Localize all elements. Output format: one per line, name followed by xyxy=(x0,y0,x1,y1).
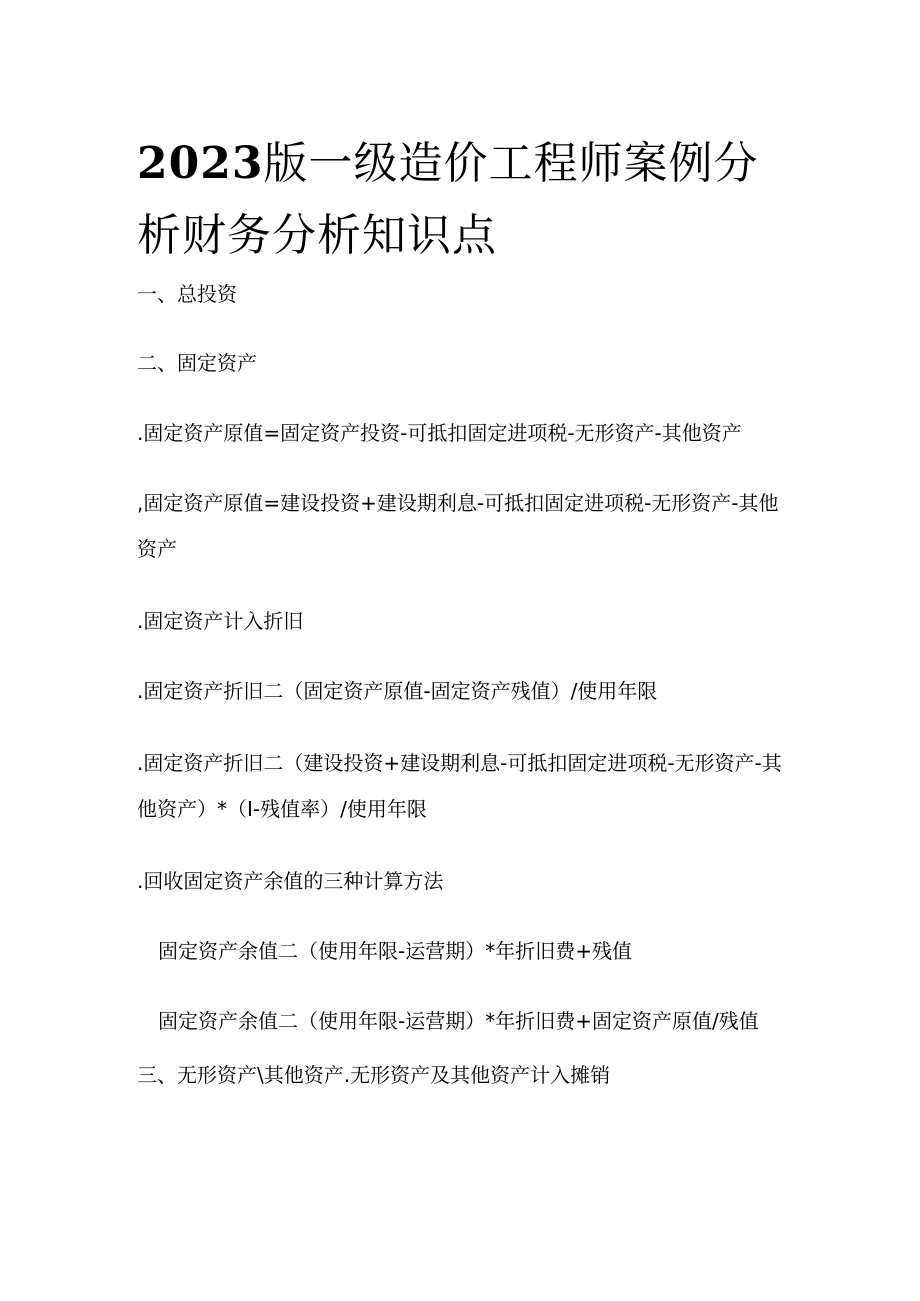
formula-residual-2: 固定资产余值二（使用年限-运营期）*年折旧费+固定资产原值/残值 xyxy=(158,1009,759,1033)
formula-original-value-2: ,固定资产原值=建设投资+建设期利息-可抵扣固定进项税-无形资产-其他资产 xyxy=(137,491,779,561)
heading-fixed-assets: 二、固定资产 xyxy=(137,351,257,375)
formula-original-value-1: .固定资产原值=固定资产投资-可抵扣固定进项税-无形资产-其他资产 xyxy=(137,421,742,445)
title-text: 版一级造价工程师案例分析财务分析知识点 xyxy=(137,138,759,261)
formula-depreciation-note: .固定资产计入折旧 xyxy=(137,609,304,633)
document-title xyxy=(137,128,797,272)
formula-residual-1: 固定资产余值二（使用年限-运营期）*年折旧费+残值 xyxy=(158,939,632,963)
formula-depreciation-2: .固定资产折旧二（建设投资+建设期利息-可抵扣固定进项税-无形资产-其他资产）*（I-残值率）/使用年限 xyxy=(137,751,782,821)
title-year: 2023 xyxy=(137,138,264,189)
heading-total-investment: 一、总投资 xyxy=(137,282,237,306)
heading-residual-methods: .回收固定资产余值的三种计算方法 xyxy=(137,869,444,893)
formula-depreciation-1: .固定资产折旧二（固定资产原值-固定资产残值）/使用年限 xyxy=(137,679,658,703)
heading-intangible-assets: 三、无形资产\其他资产.无形资产及其他资产计入摊销 xyxy=(137,1063,611,1087)
